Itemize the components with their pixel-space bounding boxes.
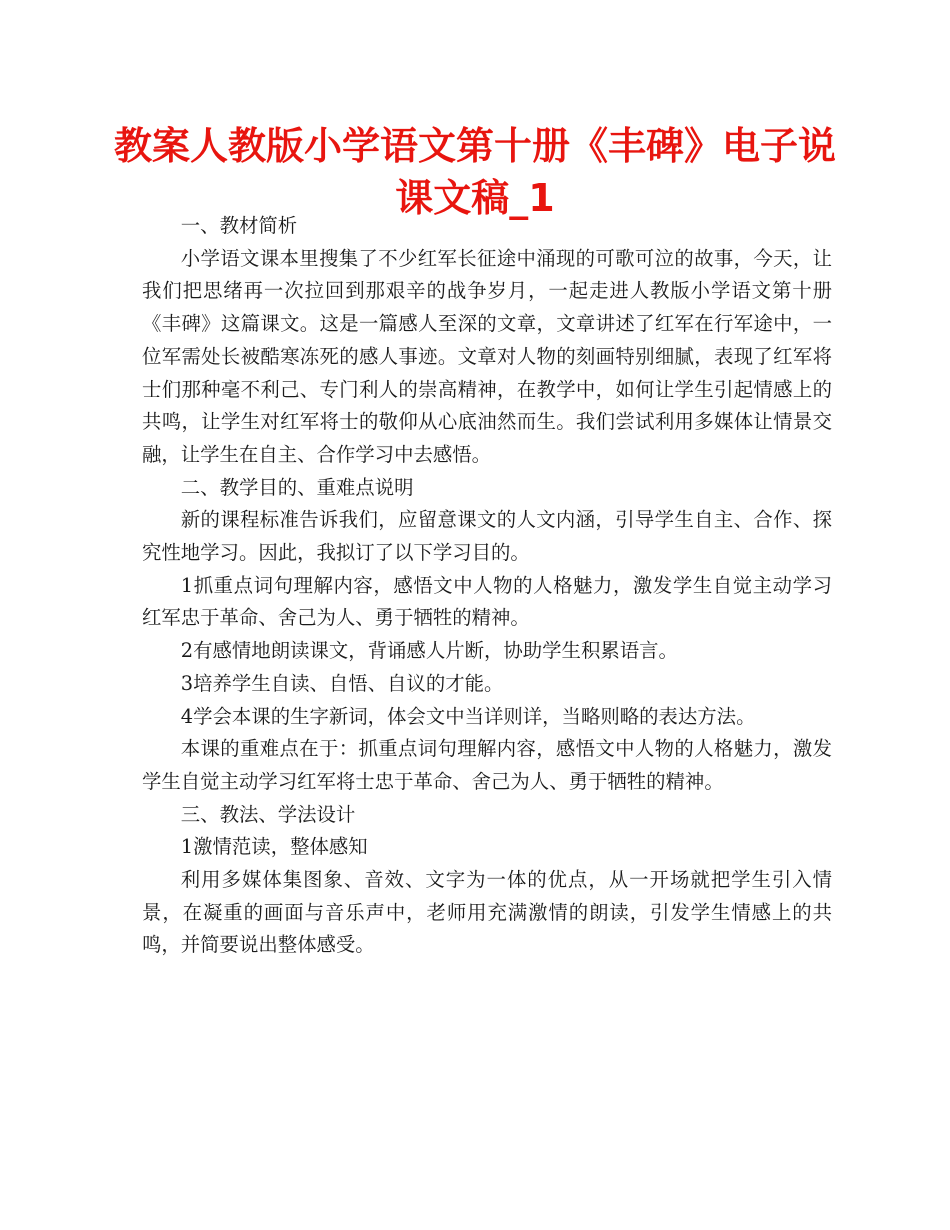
- list-item: 2有感情地朗读课文，背诵感人片断，协助学生积累语言。: [180, 639, 678, 663]
- list-item: 4学会本课的生字新词，体会文中当详则详，当略则略的表达方法。: [180, 704, 756, 728]
- body-paragraph: 新的课程标准告诉我们，应留意课文的人文内涵，引导学生自主、合作、探究性地学习。因此，我拟订了以下学习目的。: [142, 508, 832, 565]
- section-heading: 一、教材简析: [180, 214, 298, 237]
- list-item: 1抓重点词句理解内容，感悟文中人物的人格魅力，激发学生自觉主动学习红军忠于革命、舍己为人、勇于牺牲的精神。: [142, 573, 832, 630]
- document-title: 教案人教版小学语文第十册《丰碑》电子说课文稿_1: [113, 124, 836, 220]
- body-paragraph: 小学语文课本里搜集了不少红军长征途中涌现的可歌可泣的故事，今天，让我们把思绪再一次拉回到那艰辛的战争岁月，一起走进人教版小学语文第十册《丰碑》这篇课文。这是一篇感人至深的文章，文章讲述了红军在行军途中，一位军需处长被酷寒冻死的感人事迹。文章对人物的刻画特别细腻，表现了红军将士们那种毫不利己、专门利人的崇高精神，在教学中，如何让学生引起情感上的共鸣，让学生对红军将士的敬仰从心底油然而生。我们尝试利用多媒体让情景交融，让学生在自主、合作学习中去感悟。: [142, 246, 832, 466]
- body-paragraph: 利用多媒体集图象、音效、文字为一体的优点，从一开场就把学生引入情景，在凝重的画面与音乐声中，老师用充满激情的朗读，引发学生情感上的共鸣，并简要说出整体感受。: [142, 868, 832, 957]
- section-heading: 二、教学目的、重难点说明: [180, 475, 414, 499]
- subsection-heading: 1激情范读，整体感知: [180, 835, 368, 859]
- document-body: [142, 210, 832, 962]
- body-paragraph: 本课的重难点在于：抓重点词句理解内容，感悟文中人物的人格魅力，激发学生自觉主动学习红军将士忠于革命、舍己为人、勇于牺牲的精神。: [142, 737, 832, 793]
- section-heading: 三、教法、学法设计: [180, 802, 356, 826]
- list-item: 3培养学生自读、自悟、自议的才能。: [180, 671, 504, 695]
